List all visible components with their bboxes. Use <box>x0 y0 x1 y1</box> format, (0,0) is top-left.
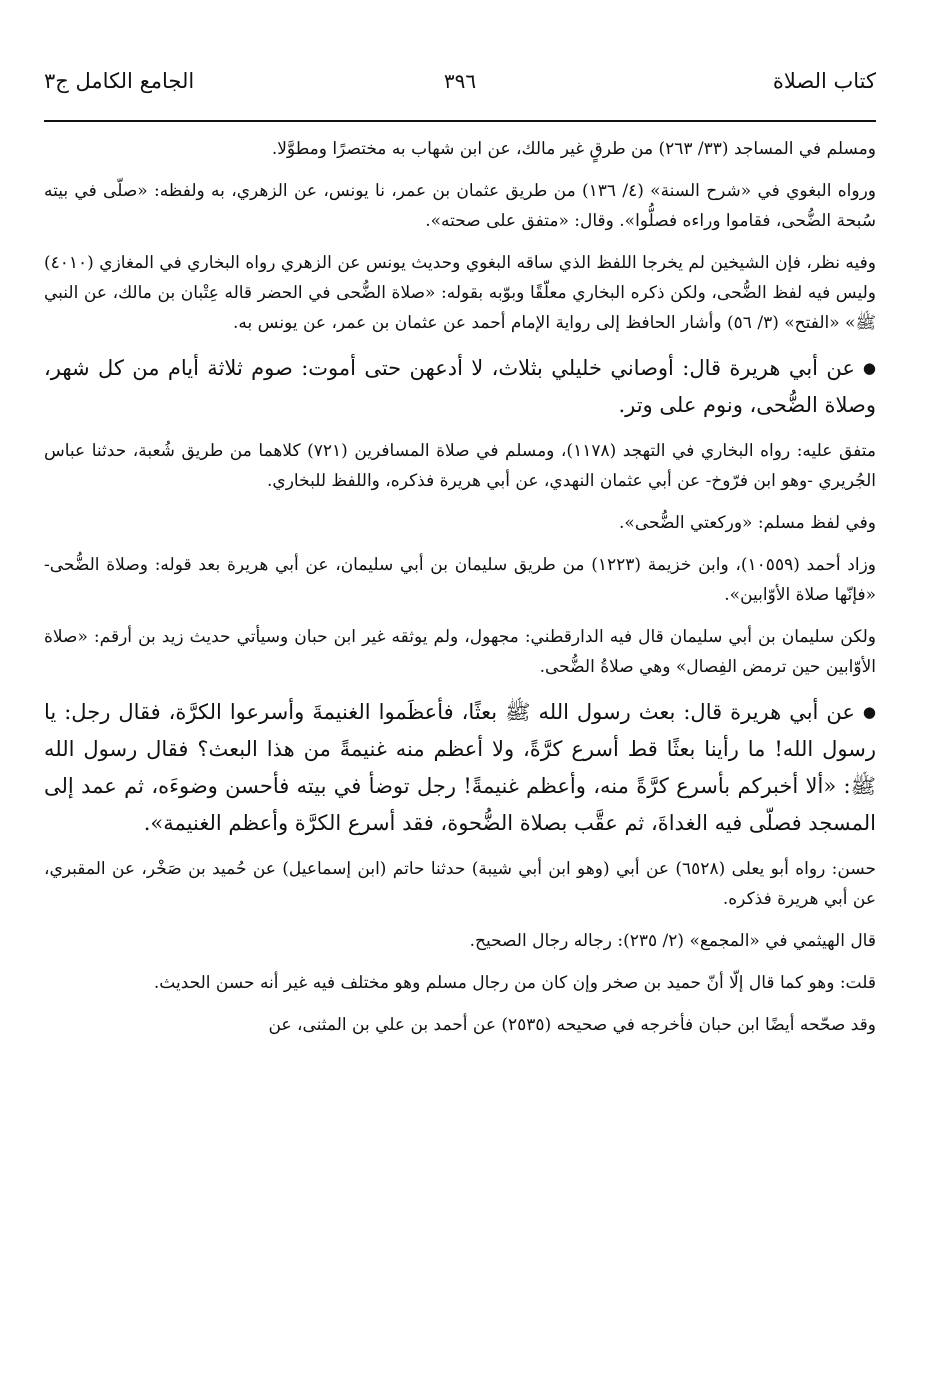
paragraph-text: قلت: وهو كما قال إلّا أنّ حميد بن صخر وإن كان من رجال مسلم وهو مختلف فيه غير أنه حسن الحديث. <box>153 973 876 993</box>
bullet-icon: ● <box>862 359 876 377</box>
hadith-text: عن أبي هريرة قال: بعث رسول الله ﷺ بعثًا، فأعظَموا الغنيمةَ وأسرعوا الكرَّة، فقال رجل: يا رسول الله! ما رأينا بعثًا قط أسرع كرَّةً، ولا أعظم منه غنيمةً من هذا البعث؟ فقال رسول الله ﷺ: «ألا أخبركم بأسرع كرَّةً منه، وأعظم غنيمةً! رجل توضأ في بيته فأحسن وضوءَه، ثم عمد إلى المسجد فصلّى فيه الغداةَ، ثم عقَّب بصلاة الضُّحوة، فقد أسرع الكرَّة وأعظم الغنيمة». <box>44 700 876 835</box>
hadith-paragraph <box>44 694 876 842</box>
paragraph-text: حسن: رواه أبو يعلى (٦٥٢٨) عن أبي (وهو ابن أبي شيبة) حدثنا حاتم (ابن إسماعيل) عن حُميد بن صَخْر، عن المقبري، عن أبي هريرة فذكره. <box>44 859 876 909</box>
note-paragraph <box>44 508 876 538</box>
paragraph-text: ورواه البغوي في «شرح السنة» (٤/ ١٣٦) من طريق عثمان بن عمر، نا يونس، عن الزهري، به ولفظه: «صلّى في بيته سُبحة الضُّحى، فقاموا وراءه فصلُّوا». وقال: «متفق على صحته». <box>44 181 876 231</box>
note-paragraph <box>44 436 876 496</box>
chapter-title: كتاب الصلاة <box>772 69 876 93</box>
note-paragraph <box>44 622 876 682</box>
paragraph-text: وزاد أحمد (١٠٥٥٩)، وابن خزيمة (١٢٢٣) من طريق سليمان بن أبي سليمان، عن أبي هريرة بعد قوله: وصلاة الضُّحى- «فإنّها صلاة الأوّابين». <box>44 555 876 605</box>
paragraph-text: متفق عليه: رواه البخاري في التهجد (١١٧٨)، ومسلم في صلاة المسافرين (٧٢١) كلاهما من طريق شُعبة، حدثنا عباس الجُريري -وهو ابن فرّوخ- عن أبي عثمان النهدي، عن أبي هريرة فذكره، واللفظ للبخاري. <box>44 441 876 491</box>
note-paragraph <box>44 248 876 338</box>
paragraph-text: ولكن سليمان بن أبي سليمان قال فيه الدارقطني: مجهول، ولم يوثقه غير ابن حبان وسيأتي حديث زيد بن أرقم: «صلاة الأوّابين حين ترمض الفِصال» وهي صلاةُ الضُّحى. <box>44 627 876 677</box>
running-header <box>44 66 876 106</box>
note-paragraph <box>44 854 876 914</box>
bullet-icon: ● <box>862 703 876 721</box>
paragraph-text: وقد صحّحه أيضًا ابن حبان فأخرجه في صحيحه (٢٥٣٥) عن أحمد بن علي بن المثنى، عن <box>268 1015 876 1035</box>
page-number: ٣٩٦ <box>443 69 477 93</box>
paragraph-text: ومسلم في المساجد (٣٣/ ٢٦٣) من طرقٍ غير مالك، عن ابن شهاب به مختصرًا ومطوَّلا. <box>271 139 876 159</box>
note-paragraph <box>44 176 876 236</box>
note-paragraph <box>44 134 876 164</box>
book-title: الجامع الكامل ج٣ <box>44 69 195 93</box>
note-paragraph <box>44 1010 876 1040</box>
note-paragraph <box>44 968 876 998</box>
book-page <box>44 66 876 1052</box>
paragraph-text: وفيه نظر، فإن الشيخين لم يخرجا اللفظ الذي ساقه البغوي وحديث يونس عن الزهري رواه البخاري في المغازي (٤٠١٠) وليس فيه لفظ الضُّحى، ولكن ذكره البخاري معلّقًا وبوّبه بقوله: «صلاة الضُّحى في الحضر قاله عِتْبان بن مالك، عن النبي ﷺ» «الفتح» (٣/ ٥٦) وأشار الحافظ إلى رواية الإمام أحمد عن عثمان بن عمر، عن يونس به. <box>44 253 876 333</box>
note-paragraph <box>44 550 876 610</box>
page-body <box>44 134 876 1040</box>
hadith-text: عن أبي هريرة قال: أوصاني خليلي بثلاث، لا أدعهن حتى أموت: صوم ثلاثة أيام من كل شهر، وصلاة الضُّحى، ونوم على وتر. <box>44 356 876 417</box>
note-paragraph <box>44 926 876 956</box>
header-rule <box>44 120 876 122</box>
hadith-paragraph <box>44 350 876 424</box>
paragraph-text: قال الهيثمي في «المجمع» (٢/ ٢٣٥): رجاله رجال الصحيح. <box>469 931 876 951</box>
paragraph-text: وفي لفظ مسلم: «وركعتي الضُّحى». <box>619 513 876 533</box>
